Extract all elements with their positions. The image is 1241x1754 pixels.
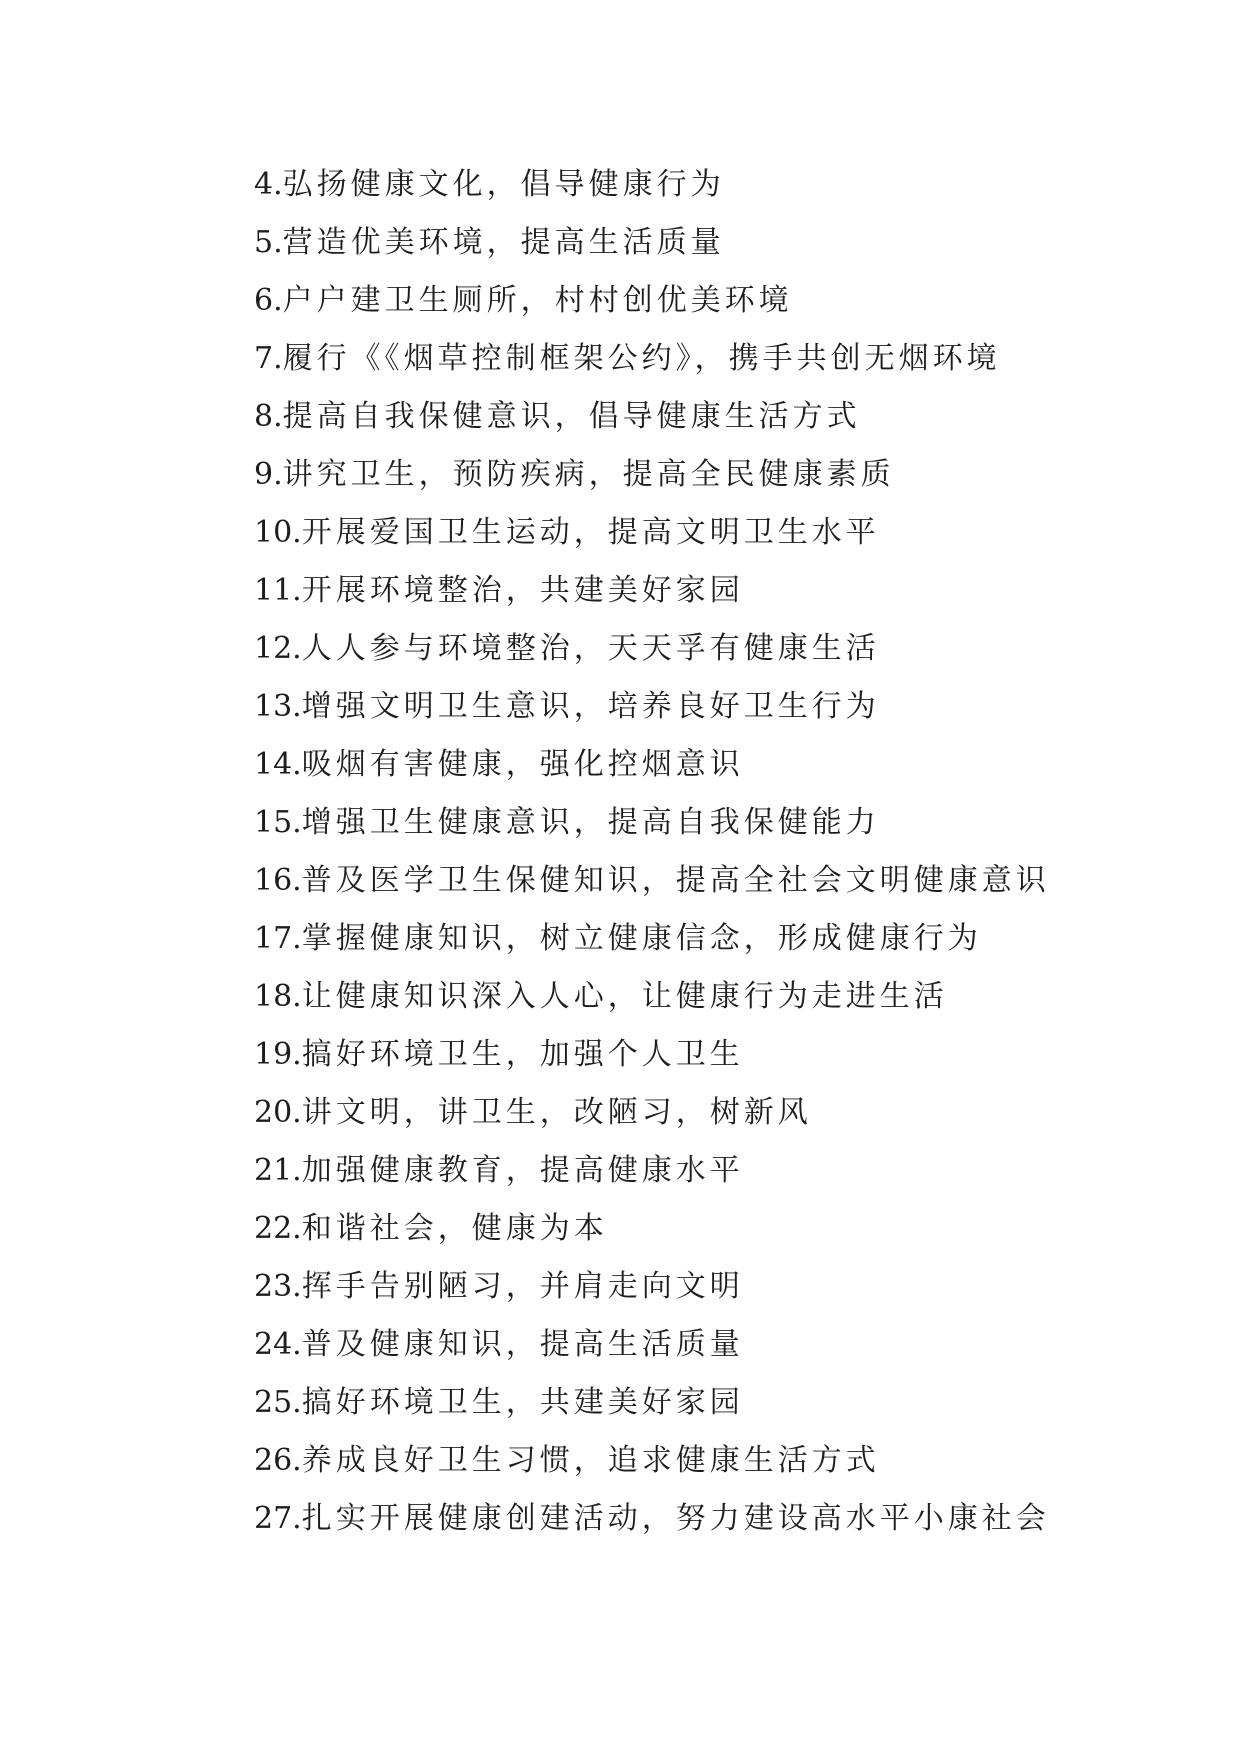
list-item (254, 272, 1050, 330)
item-text: 弘扬健康文化，倡导健康行为 (282, 167, 725, 202)
list-item (254, 1432, 1050, 1490)
list-item (254, 620, 1050, 678)
item-number: 5. (254, 225, 283, 260)
list-item (254, 1490, 1050, 1548)
item-text: 开展爱国卫生运动，提高文明卫生水平 (301, 515, 880, 550)
list-item (254, 562, 1050, 620)
item-number: 24. (254, 1327, 302, 1362)
item-number: 23. (254, 1269, 302, 1304)
item-text: 加强健康教育，提高健康水平 (301, 1153, 744, 1188)
item-number: 25. (254, 1385, 302, 1420)
list-item (254, 388, 1050, 446)
item-number: 19. (254, 1037, 302, 1072)
item-text: 履行《《烟草控制框架公约》，携手共创无烟环境 (282, 341, 1001, 376)
list-item (254, 968, 1050, 1026)
list-item (254, 678, 1050, 736)
item-text: 和谐社会，健康为本 (301, 1211, 608, 1246)
list-item (254, 446, 1050, 504)
item-number: 26. (254, 1443, 302, 1478)
item-number: 10. (254, 515, 302, 550)
list-item (254, 1316, 1050, 1374)
item-number: 7. (254, 341, 283, 376)
item-text: 营造优美环境，提高生活质量 (282, 225, 725, 260)
list-item (254, 910, 1050, 968)
item-text: 增强卫生健康意识，提高自我保健能力 (301, 805, 880, 840)
item-number: 16. (254, 863, 302, 898)
list-item (254, 156, 1050, 214)
item-text: 挥手告别陋习，并肩走向文明 (301, 1269, 744, 1304)
item-text: 提高自我保健意识，倡导健康生活方式 (282, 399, 861, 434)
item-number: 13. (254, 689, 302, 724)
item-text: 普及健康知识，提高生活质量 (301, 1327, 744, 1362)
item-number: 20. (254, 1095, 302, 1130)
item-text: 户户建卫生厕所，村村创优美环境 (282, 283, 793, 318)
list-item (254, 1142, 1050, 1200)
list-item (254, 1200, 1050, 1258)
item-text: 吸烟有害健康，强化控烟意识 (301, 747, 744, 782)
item-number: 21. (254, 1153, 302, 1188)
item-text: 讲文明，讲卫生，改陋习，树新风 (301, 1095, 812, 1130)
item-text: 让健康知识深入人心，让健康行为走进生活 (301, 979, 948, 1014)
item-number: 4. (254, 167, 283, 202)
item-number: 27. (254, 1501, 302, 1536)
item-number: 17. (254, 921, 302, 956)
item-number: 6. (254, 283, 283, 318)
item-number: 11. (254, 573, 302, 608)
list-item (254, 736, 1050, 794)
item-text: 增强文明卫生意识，培养良好卫生行为 (301, 689, 880, 724)
list-item (254, 852, 1050, 910)
item-text: 普及医学卫生保健知识，提高全社会文明健康意识 (301, 863, 1050, 898)
item-text: 掌握健康知识，树立健康信念，形成健康行为 (301, 921, 982, 956)
item-number: 12. (254, 631, 302, 666)
list-item (254, 1084, 1050, 1142)
list-item (254, 1374, 1050, 1432)
item-number: 22. (254, 1211, 302, 1246)
list-item (254, 794, 1050, 852)
list-item (254, 214, 1050, 272)
slogan-list (254, 156, 1050, 1548)
item-text: 搞好环境卫生，加强个人卫生 (301, 1037, 744, 1072)
list-item (254, 1258, 1050, 1316)
list-item (254, 504, 1050, 562)
item-number: 9. (254, 457, 283, 492)
item-number: 15. (254, 805, 302, 840)
item-number: 18. (254, 979, 302, 1014)
item-text: 搞好环境卫生，共建美好家园 (301, 1385, 744, 1420)
item-number: 14. (254, 747, 302, 782)
item-text: 扎实开展健康创建活动，努力建设高水平小康社会 (301, 1501, 1050, 1536)
item-number: 8. (254, 399, 283, 434)
item-text: 养成良好卫生习惯，追求健康生活方式 (301, 1443, 880, 1478)
item-text: 讲究卫生，预防疾病，提高全民健康素质 (282, 457, 895, 492)
item-text: 人人参与环境整治，天天孚有健康生活 (301, 631, 880, 666)
item-text: 开展环境整治，共建美好家园 (301, 573, 744, 608)
list-item (254, 330, 1050, 388)
list-item (254, 1026, 1050, 1084)
